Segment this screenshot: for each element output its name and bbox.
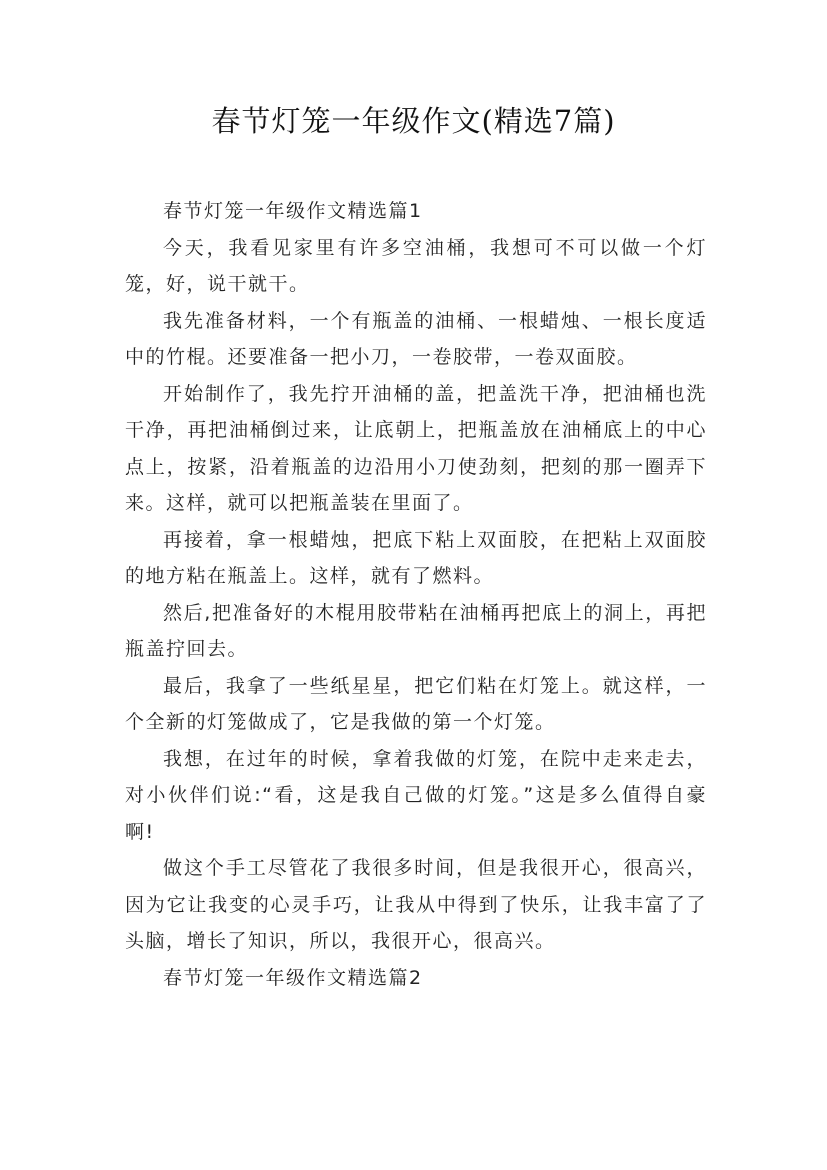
paragraph: 开始制作了，我先拧开油桶的盖，把盖洗干净，把油桶也洗干净，再把油桶倒过来，让底朝上，把瓶盖放在油桶底上的中心点上，按紧，沿着瓶盖的边沿用小刀使劲刻，把刻的那一圈弄下来。这样，就可以把瓶盖装在里面了。 xyxy=(125,382,707,514)
paragraph: 做这个手工尽管花了我很多时间，但是我很开心，很高兴，因为它让我变的心灵手巧，让我从中得到了快乐，让我丰富了了头脑，增长了知识，所以，我很开心，很高兴。 xyxy=(125,857,707,952)
paragraph: 今天，我看见家里有许多空油桶，我想可不可以做一个灯笼，好，说干就干。 xyxy=(125,236,707,295)
document-title: 春节灯笼一年级作文(精选7篇) xyxy=(211,104,616,138)
section-heading: 春节灯笼一年级作文精选篇2 xyxy=(163,966,423,989)
document-body xyxy=(125,193,707,996)
paragraph: 我想，在过年的时候，拿着我做的灯笼，在院中走来走去，对小伙伴们说:“看，这是我自己做的灯笼。”这是多么值得自豪啊! xyxy=(125,747,707,843)
paragraph: 再接着，拿一根蜡烛，把底下粘上双面胶，在把粘上双面胶的地方粘在瓶盖上。这样，就有了燃料。 xyxy=(125,528,707,587)
paragraph: 我先准备材料，一个有瓶盖的油桶、一根蜡烛、一根长度适中的竹棍。还要准备一把小刀，一卷胶带，一卷双面胶。 xyxy=(125,309,707,368)
paragraph: 然后,把准备好的木棍用胶带粘在油桶再把底上的洞上，再把瓶盖拧回去。 xyxy=(125,601,707,660)
section-heading: 春节灯笼一年级作文精选篇1 xyxy=(163,200,423,222)
paragraph: 最后，我拿了一些纸星星，把它们粘在灯笼上。就这样，一个全新的灯笼做成了，它是我做的第一个灯笼。 xyxy=(125,674,707,733)
